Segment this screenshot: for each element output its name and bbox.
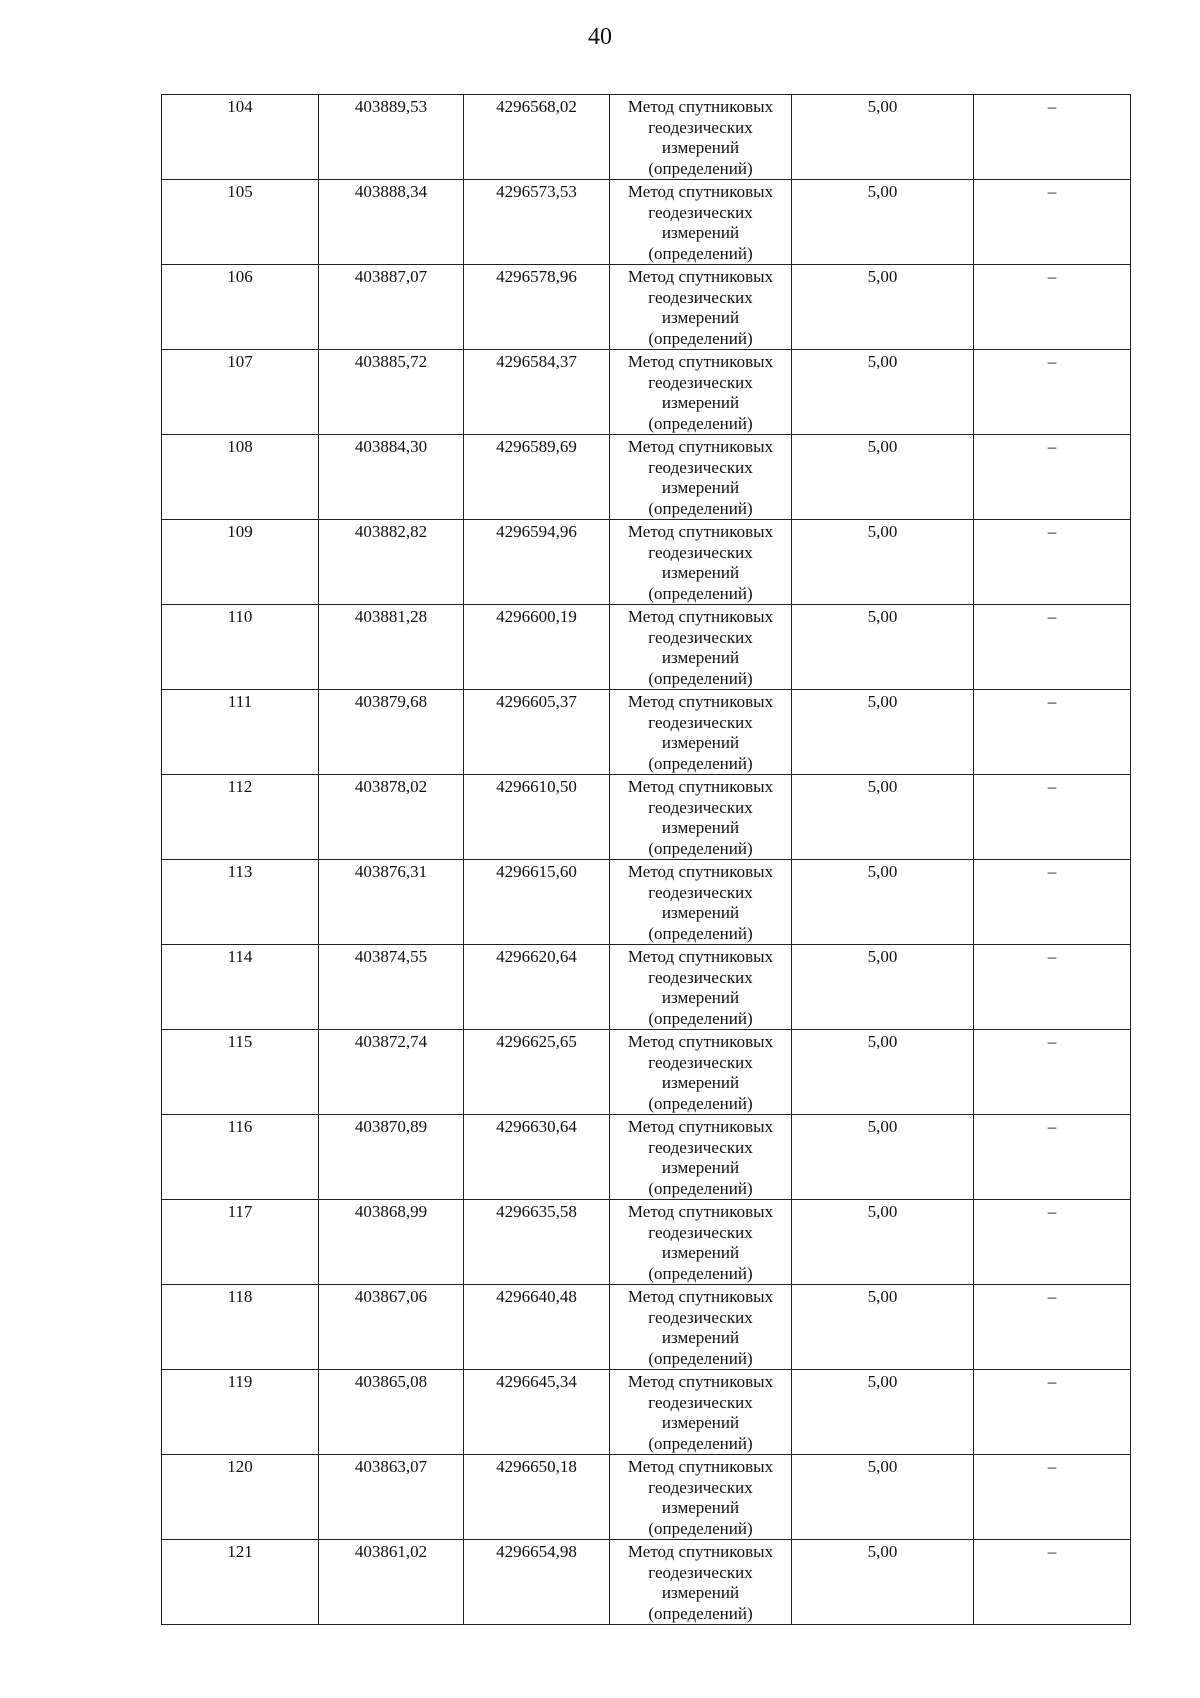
- accuracy-cell: 5,00: [792, 350, 974, 435]
- y-coordinate-cell: 4296630,64: [464, 1115, 610, 1200]
- accuracy-cell: 5,00: [792, 180, 974, 265]
- method-line: Метод спутниковых: [627, 947, 774, 966]
- y-coordinate-cell: 4296573,53: [464, 180, 610, 265]
- method-line: Метод спутниковых: [627, 437, 774, 456]
- x-coordinate-cell: 403876,31: [319, 860, 464, 945]
- accuracy-cell: 5,00: [792, 265, 974, 350]
- accuracy-cell: 5,00: [792, 1030, 974, 1115]
- method-line: геодезических: [648, 372, 753, 392]
- accuracy-cell: 5,00: [792, 1370, 974, 1455]
- y-coordinate-cell: 4296635,58: [464, 1200, 610, 1285]
- y-coordinate-cell: 4296584,37: [464, 350, 610, 435]
- method-cell: [610, 435, 792, 520]
- method-cell: [610, 690, 792, 775]
- method-line: (определений): [648, 1518, 753, 1538]
- note-cell: –: [974, 180, 1131, 265]
- method-line: геодезических: [648, 967, 753, 987]
- method-cell: [610, 1370, 792, 1455]
- y-coordinate-cell: 4296600,19: [464, 605, 610, 690]
- x-coordinate-cell: 403884,30: [319, 435, 464, 520]
- method-line: геодезических: [648, 202, 753, 222]
- y-coordinate-cell: 4296640,48: [464, 1285, 610, 1370]
- x-coordinate-cell: 403881,28: [319, 605, 464, 690]
- method-cell: [610, 1540, 792, 1625]
- accuracy-cell: 5,00: [792, 95, 974, 180]
- method-line: геодезических: [648, 627, 753, 647]
- method-line: (определений): [648, 328, 753, 348]
- accuracy-cell: 5,00: [792, 1200, 974, 1285]
- method-line: Метод спутниковых: [627, 862, 774, 881]
- point-number-cell: 106: [162, 265, 319, 350]
- method-line: геодезических: [648, 1052, 753, 1072]
- method-line: измерений: [661, 733, 740, 752]
- note-cell: –: [974, 1370, 1131, 1455]
- note-cell: –: [974, 265, 1131, 350]
- method-cell: [610, 775, 792, 860]
- method-line: геодезических: [648, 882, 753, 902]
- accuracy-cell: 5,00: [792, 1115, 974, 1200]
- y-coordinate-cell: 4296650,18: [464, 1455, 610, 1540]
- method-line: Метод спутниковых: [627, 522, 774, 541]
- x-coordinate-cell: 403865,08: [319, 1370, 464, 1455]
- method-line: измерений: [661, 1073, 740, 1092]
- method-line: измерений: [661, 988, 740, 1007]
- method-line: геодезических: [648, 542, 753, 562]
- y-coordinate-cell: 4296645,34: [464, 1370, 610, 1455]
- table-row: [162, 775, 1131, 860]
- x-coordinate-cell: 403863,07: [319, 1455, 464, 1540]
- method-line: Метод спутниковых: [627, 1117, 774, 1136]
- point-number-cell: 113: [162, 860, 319, 945]
- table-row: [162, 860, 1131, 945]
- method-line: геодезических: [648, 1137, 753, 1157]
- table-row: [162, 945, 1131, 1030]
- method-cell: [610, 1455, 792, 1540]
- method-line: (определений): [648, 838, 753, 858]
- method-cell: [610, 265, 792, 350]
- x-coordinate-cell: 403874,55: [319, 945, 464, 1030]
- method-line: Метод спутниковых: [627, 692, 774, 711]
- method-cell: [610, 180, 792, 265]
- method-line: измерений: [661, 563, 740, 582]
- method-line: Метод спутниковых: [627, 352, 774, 371]
- method-line: измерений: [661, 1243, 740, 1262]
- method-line: (определений): [648, 583, 753, 603]
- point-number-cell: 111: [162, 690, 319, 775]
- table-row: [162, 350, 1131, 435]
- table-row: [162, 435, 1131, 520]
- table-row: [162, 1370, 1131, 1455]
- y-coordinate-cell: 4296615,60: [464, 860, 610, 945]
- method-line: (определений): [648, 753, 753, 773]
- method-line: Метод спутниковых: [627, 267, 774, 286]
- y-coordinate-cell: 4296568,02: [464, 95, 610, 180]
- y-coordinate-cell: 4296625,65: [464, 1030, 610, 1115]
- accuracy-cell: 5,00: [792, 775, 974, 860]
- table-row: [162, 520, 1131, 605]
- x-coordinate-cell: 403861,02: [319, 1540, 464, 1625]
- point-number-cell: 104: [162, 95, 319, 180]
- method-cell: [610, 350, 792, 435]
- method-line: (определений): [648, 1263, 753, 1283]
- method-line: (определений): [648, 1093, 753, 1113]
- accuracy-cell: 5,00: [792, 605, 974, 690]
- method-line: (определений): [648, 243, 753, 263]
- note-cell: –: [974, 605, 1131, 690]
- method-cell: [610, 1200, 792, 1285]
- method-line: Метод спутниковых: [627, 1202, 774, 1221]
- method-line: геодезических: [648, 797, 753, 817]
- method-cell: [610, 1285, 792, 1370]
- table-row: [162, 265, 1131, 350]
- point-number-cell: 114: [162, 945, 319, 1030]
- y-coordinate-cell: 4296594,96: [464, 520, 610, 605]
- point-number-cell: 108: [162, 435, 319, 520]
- method-line: измерений: [661, 818, 740, 837]
- method-cell: [610, 860, 792, 945]
- note-cell: –: [974, 1030, 1131, 1115]
- note-cell: –: [974, 435, 1131, 520]
- method-line: геодезических: [648, 1392, 753, 1412]
- method-line: геодезических: [648, 457, 753, 477]
- y-coordinate-cell: 4296589,69: [464, 435, 610, 520]
- note-cell: –: [974, 95, 1131, 180]
- y-coordinate-cell: 4296654,98: [464, 1540, 610, 1625]
- method-line: (определений): [648, 923, 753, 943]
- point-number-cell: 107: [162, 350, 319, 435]
- x-coordinate-cell: 403885,72: [319, 350, 464, 435]
- y-coordinate-cell: 4296620,64: [464, 945, 610, 1030]
- method-line: Метод спутниковых: [627, 97, 774, 116]
- method-line: измерений: [661, 223, 740, 242]
- method-cell: [610, 1030, 792, 1115]
- method-line: Метод спутниковых: [627, 1542, 774, 1561]
- table-row: [162, 1200, 1131, 1285]
- method-line: геодезических: [648, 1307, 753, 1327]
- point-number-cell: 116: [162, 1115, 319, 1200]
- method-line: (определений): [648, 668, 753, 688]
- note-cell: –: [974, 1285, 1131, 1370]
- method-cell: [610, 95, 792, 180]
- note-cell: –: [974, 520, 1131, 605]
- method-line: Метод спутниковых: [627, 1287, 774, 1306]
- method-line: (определений): [648, 1348, 753, 1368]
- method-line: геодезических: [648, 1477, 753, 1497]
- method-line: геодезических: [648, 1222, 753, 1242]
- method-line: измерений: [661, 1158, 740, 1177]
- table-row: [162, 95, 1131, 180]
- note-cell: –: [974, 350, 1131, 435]
- accuracy-cell: 5,00: [792, 1285, 974, 1370]
- method-line: (определений): [648, 1433, 753, 1453]
- x-coordinate-cell: 403867,06: [319, 1285, 464, 1370]
- method-line: (определений): [648, 1008, 753, 1028]
- x-coordinate-cell: 403888,34: [319, 180, 464, 265]
- method-line: (определений): [648, 158, 753, 178]
- method-line: Метод спутниковых: [627, 607, 774, 626]
- accuracy-cell: 5,00: [792, 1455, 974, 1540]
- method-line: измерений: [661, 1328, 740, 1347]
- x-coordinate-cell: 403879,68: [319, 690, 464, 775]
- accuracy-cell: 5,00: [792, 520, 974, 605]
- method-line: измерений: [661, 648, 740, 667]
- point-number-cell: 119: [162, 1370, 319, 1455]
- method-cell: [610, 945, 792, 1030]
- method-line: измерений: [661, 1583, 740, 1602]
- note-cell: –: [974, 775, 1131, 860]
- note-cell: –: [974, 860, 1131, 945]
- method-line: (определений): [648, 1178, 753, 1198]
- method-cell: [610, 605, 792, 690]
- table-row: [162, 690, 1131, 775]
- table-row: [162, 1455, 1131, 1540]
- x-coordinate-cell: 403878,02: [319, 775, 464, 860]
- method-line: измерений: [661, 1413, 740, 1432]
- method-line: измерений: [661, 903, 740, 922]
- point-number-cell: 120: [162, 1455, 319, 1540]
- page-number: 40: [588, 24, 612, 50]
- method-line: измерений: [661, 478, 740, 497]
- method-line: Метод спутниковых: [627, 182, 774, 201]
- point-number-cell: 121: [162, 1540, 319, 1625]
- x-coordinate-cell: 403872,74: [319, 1030, 464, 1115]
- method-line: измерений: [661, 138, 740, 157]
- method-cell: [610, 520, 792, 605]
- note-cell: –: [974, 1115, 1131, 1200]
- note-cell: –: [974, 1540, 1131, 1625]
- accuracy-cell: 5,00: [792, 945, 974, 1030]
- method-line: геодезических: [648, 712, 753, 732]
- accuracy-cell: 5,00: [792, 435, 974, 520]
- method-line: (определений): [648, 413, 753, 433]
- accuracy-cell: 5,00: [792, 860, 974, 945]
- accuracy-cell: 5,00: [792, 1540, 974, 1625]
- table-row: [162, 1030, 1131, 1115]
- x-coordinate-cell: 403882,82: [319, 520, 464, 605]
- accuracy-cell: 5,00: [792, 690, 974, 775]
- method-line: Метод спутниковых: [627, 1372, 774, 1391]
- table-row: [162, 1540, 1131, 1625]
- x-coordinate-cell: 403887,07: [319, 265, 464, 350]
- note-cell: –: [974, 1455, 1131, 1540]
- method-line: геодезических: [648, 287, 753, 307]
- note-cell: –: [974, 690, 1131, 775]
- table-row: [162, 1115, 1131, 1200]
- point-number-cell: 115: [162, 1030, 319, 1115]
- y-coordinate-cell: 4296610,50: [464, 775, 610, 860]
- method-line: (определений): [648, 1603, 753, 1623]
- note-cell: –: [974, 945, 1131, 1030]
- x-coordinate-cell: 403868,99: [319, 1200, 464, 1285]
- method-cell: [610, 1115, 792, 1200]
- y-coordinate-cell: 4296605,37: [464, 690, 610, 775]
- note-cell: –: [974, 1200, 1131, 1285]
- method-line: геодезических: [648, 117, 753, 137]
- coordinates-table-body: [162, 95, 1131, 1625]
- point-number-cell: 109: [162, 520, 319, 605]
- point-number-cell: 117: [162, 1200, 319, 1285]
- x-coordinate-cell: 403870,89: [319, 1115, 464, 1200]
- y-coordinate-cell: 4296578,96: [464, 265, 610, 350]
- point-number-cell: 112: [162, 775, 319, 860]
- table-row: [162, 1285, 1131, 1370]
- point-number-cell: 118: [162, 1285, 319, 1370]
- method-line: Метод спутниковых: [627, 1032, 774, 1051]
- x-coordinate-cell: 403889,53: [319, 95, 464, 180]
- method-line: (определений): [648, 498, 753, 518]
- method-line: Метод спутниковых: [627, 1457, 774, 1476]
- method-line: измерений: [661, 1498, 740, 1517]
- method-line: геодезических: [648, 1562, 753, 1582]
- table-row: [162, 180, 1131, 265]
- method-line: Метод спутниковых: [627, 777, 774, 796]
- table-row: [162, 605, 1131, 690]
- coordinates-table: [161, 94, 1131, 1625]
- method-line: измерений: [661, 308, 740, 327]
- point-number-cell: 110: [162, 605, 319, 690]
- point-number-cell: 105: [162, 180, 319, 265]
- method-line: измерений: [661, 393, 740, 412]
